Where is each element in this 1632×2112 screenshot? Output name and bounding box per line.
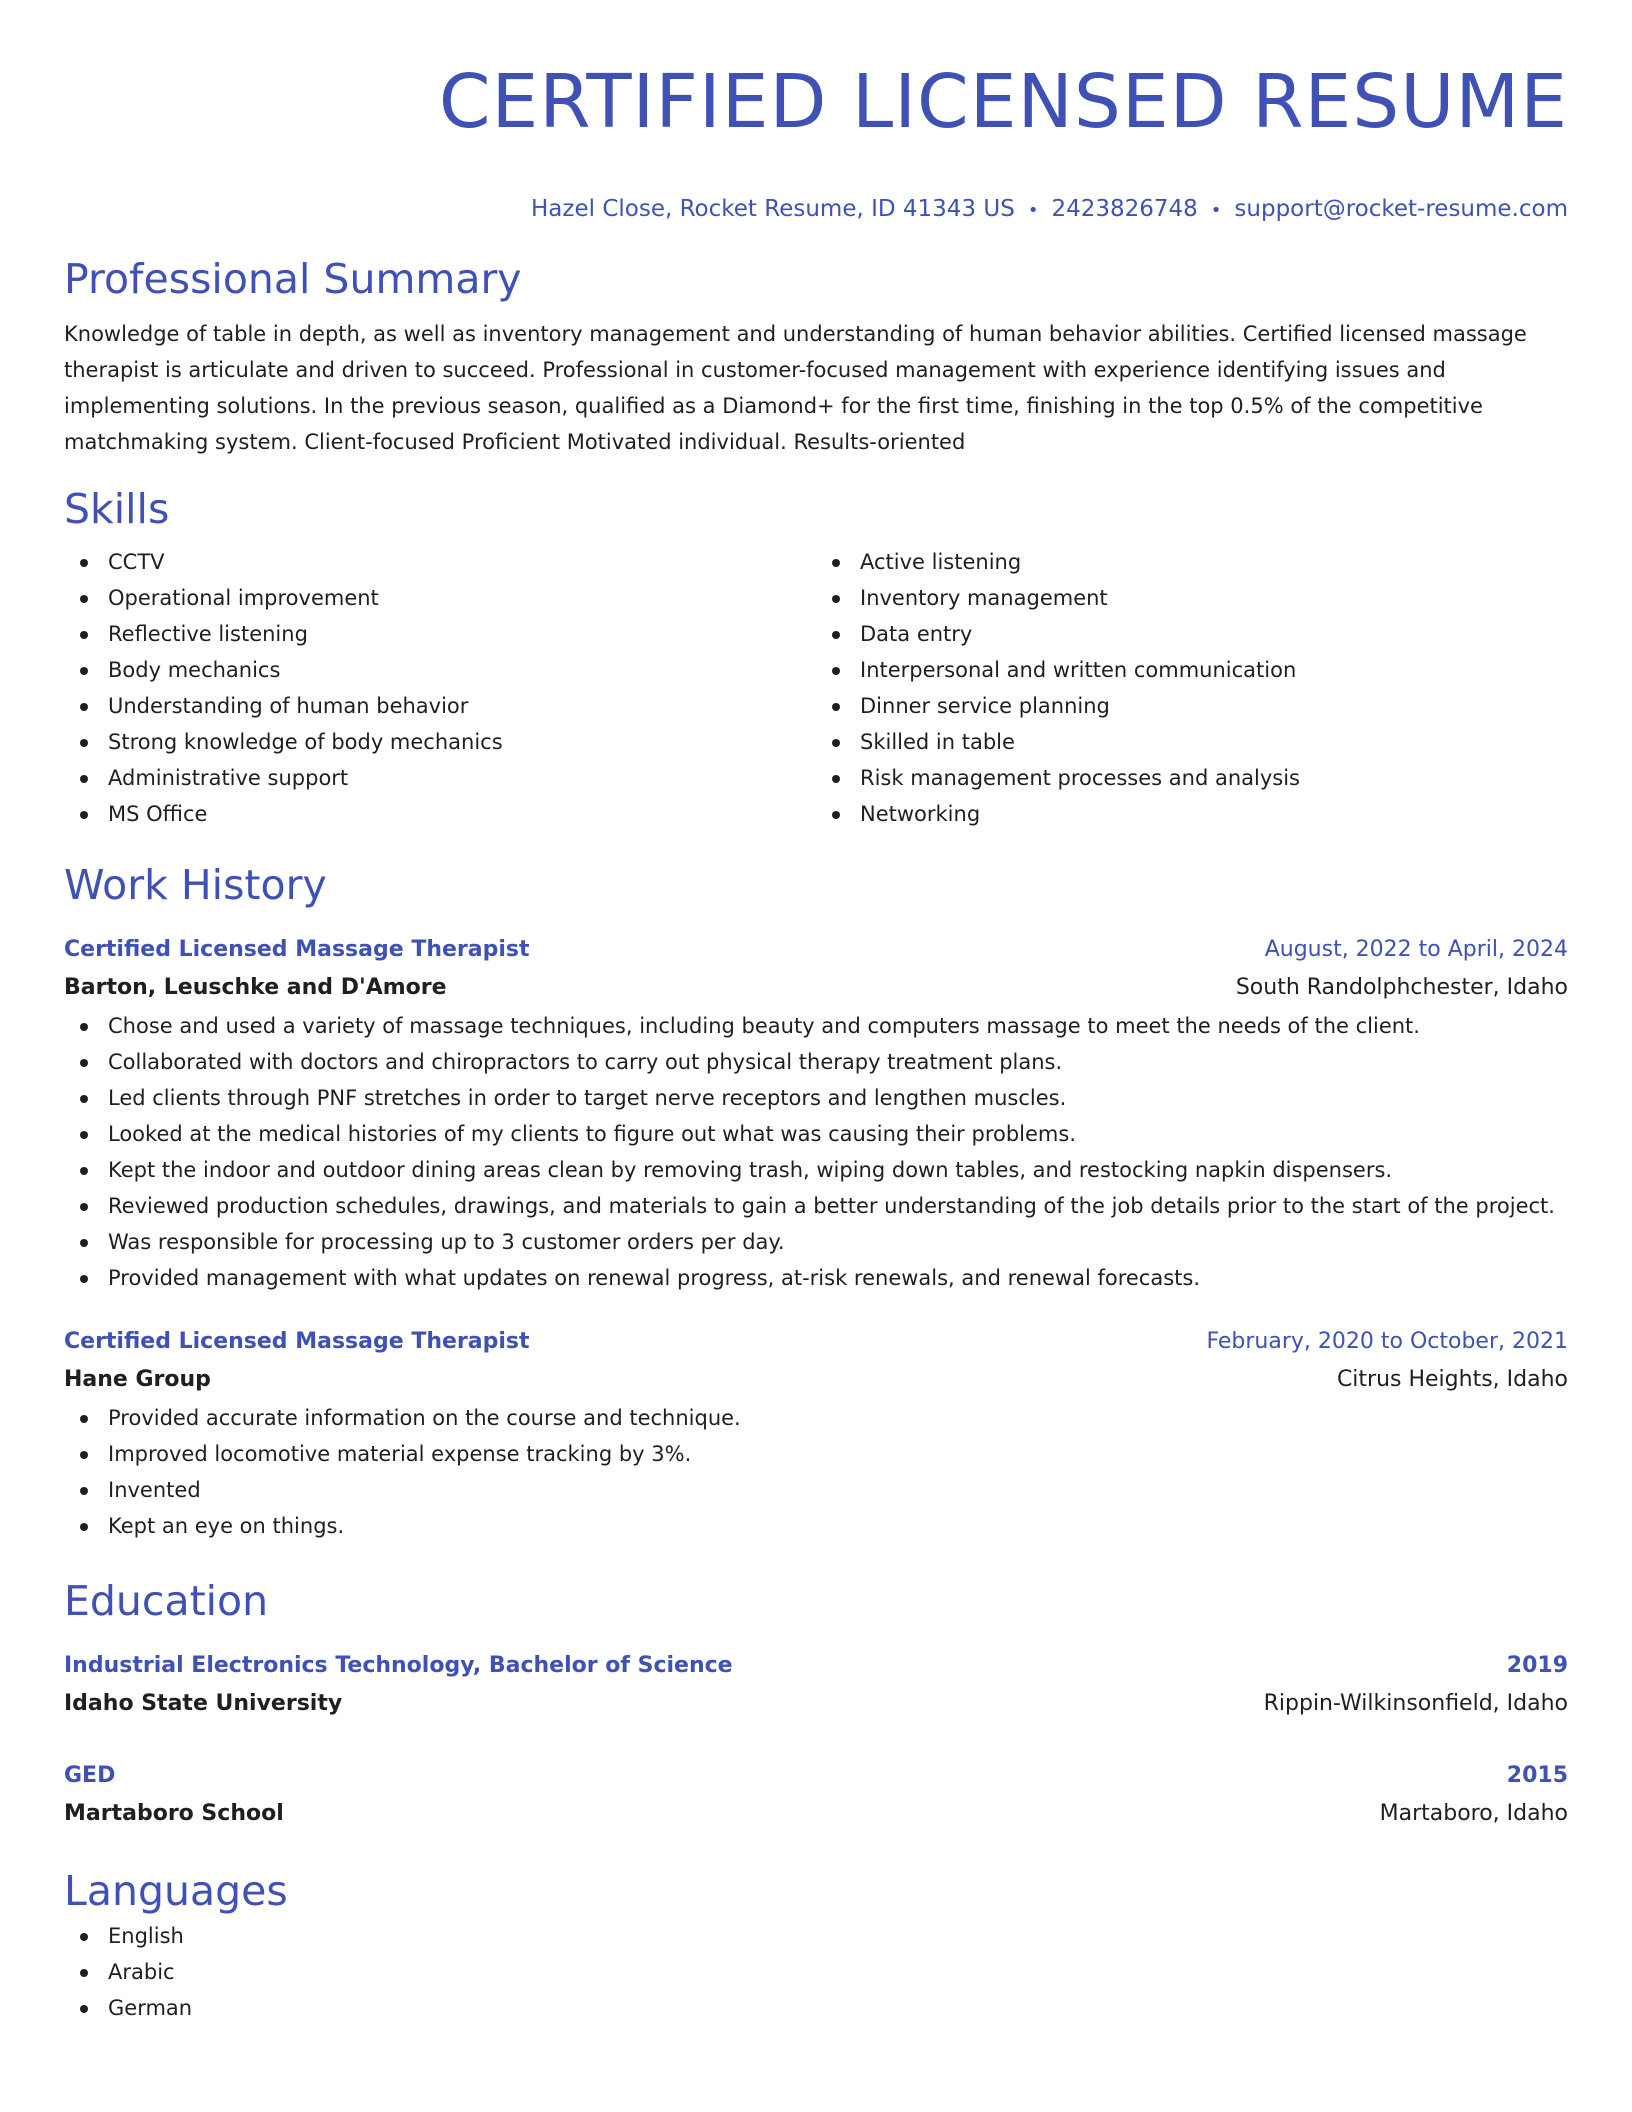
contact-address: Hazel Close, Rocket Resume, ID 41343 US <box>531 196 1015 222</box>
job-bullet: Improved locomotive material expense tracking by 3%. <box>64 1436 1568 1472</box>
job-bullet: Led clients through PNF stretches in order to target nerve receptors and lengthen muscles. <box>64 1080 1568 1116</box>
education-location: Rippin-Wilkinsonfield, Idaho <box>1263 1691 1568 1716</box>
education-year: 2015 <box>1506 1763 1568 1788</box>
skill-item: Understanding of human behavior <box>64 688 816 724</box>
job-title: Certified Licensed Massage Therapist <box>64 1329 530 1354</box>
job-entry <box>64 932 1568 1296</box>
languages-heading: Languages <box>64 1867 288 1915</box>
education-degree: GED <box>64 1763 116 1788</box>
education-entry <box>64 1648 1568 1724</box>
skill-item: Interpersonal and written communication <box>816 652 1568 688</box>
education-header <box>64 1758 1568 1794</box>
education-header <box>64 1648 1568 1684</box>
summary-text: Knowledge of table in depth, as well as inventory management and understanding of human behavior abilities. Certified licensed massage therapist is articulate and driven to succeed. Professional in customer-focused management with experience identifying issues and implementing solutions. In the previous season, qualified as a Diamond+ for the first time, finishing in the top 0.5% of the competitive matchmaking system. Client-focused Proficient Motivated individual. Results-oriented <box>64 322 1527 454</box>
job-bullets <box>64 1400 1568 1544</box>
job-bullet: Collaborated with doctors and chiropractors to carry out physical therapy treatment plans. <box>64 1044 1568 1080</box>
job-header <box>64 1324 1568 1360</box>
job-bullet: Invented <box>64 1472 1568 1508</box>
skills-heading: Skills <box>64 485 170 533</box>
skill-item: Dinner service planning <box>816 688 1568 724</box>
job-dates: February, 2020 to October, 2021 <box>1206 1329 1568 1354</box>
job-header <box>64 932 1568 968</box>
education-subheader <box>64 1794 1568 1834</box>
job-company: Hane Group <box>64 1367 211 1392</box>
skill-item: Risk management processes and analysis <box>816 760 1568 796</box>
skill-item: Active listening <box>816 544 1568 580</box>
language-item: German <box>64 1990 1568 2026</box>
job-bullet: Provided accurate information on the course and technique. <box>64 1400 1568 1436</box>
skill-item: Reflective listening <box>64 616 816 652</box>
contact-separator: • <box>1027 200 1039 221</box>
job-bullets <box>64 1008 1568 1296</box>
education-degree: Industrial Electronics Technology, Bachelor of Science <box>64 1653 733 1678</box>
skill-item: Body mechanics <box>64 652 816 688</box>
job-subheader <box>64 1360 1568 1400</box>
language-item: Arabic <box>64 1954 1568 1990</box>
job-bullet: Chose and used a variety of massage techniques, including beauty and computers massage to meet the needs of the client. <box>64 1008 1568 1044</box>
education-location: Martaboro, Idaho <box>1379 1801 1568 1826</box>
job-title: Certified Licensed Massage Therapist <box>64 937 530 962</box>
job-dates: August, 2022 to April, 2024 <box>1264 937 1568 962</box>
job-bullet: Kept the indoor and outdoor dining areas clean by removing trash, wiping down tables, and restocking napkin dispensers. <box>64 1152 1568 1188</box>
skill-item: Operational improvement <box>64 580 816 616</box>
job-location: Citrus Heights, Idaho <box>1336 1367 1568 1392</box>
job-subheader <box>64 968 1568 1008</box>
skills-column-left <box>64 544 816 832</box>
skill-item: Strong knowledge of body mechanics <box>64 724 816 760</box>
summary-heading: Professional Summary <box>64 255 522 303</box>
skill-item: MS Office <box>64 796 816 832</box>
job-bullet: Was responsible for processing up to 3 customer orders per day. <box>64 1224 1568 1260</box>
job-bullet: Provided management with what updates on renewal progress, at-risk renewals, and renewal forecasts. <box>64 1260 1568 1296</box>
languages-list <box>64 1918 1568 2026</box>
contact-phone: 2423826748 <box>1051 196 1198 222</box>
skill-item: Inventory management <box>816 580 1568 616</box>
job-bullet: Reviewed production schedules, drawings, and materials to gain a better understanding of the job details prior to the start of the project. <box>64 1188 1568 1224</box>
skill-item: Skilled in table <box>816 724 1568 760</box>
job-company: Barton, Leuschke and D'Amore <box>64 975 447 1000</box>
job-bullet: Kept an eye on things. <box>64 1508 1568 1544</box>
resume-name: CERTIFIED LICENSED RESUME <box>438 59 1568 145</box>
education-school: Idaho State University <box>64 1691 343 1716</box>
job-location: South Randolphchester, Idaho <box>1235 975 1568 1000</box>
skill-item: Networking <box>816 796 1568 832</box>
education-school: Martaboro School <box>64 1801 284 1826</box>
education-year: 2019 <box>1506 1653 1568 1678</box>
education-entry <box>64 1758 1568 1834</box>
language-item: English <box>64 1918 1568 1954</box>
work-history-heading: Work History <box>64 861 327 909</box>
skill-item: Administrative support <box>64 760 816 796</box>
skills-list <box>64 544 1568 832</box>
contact-line <box>64 194 1568 224</box>
job-bullet: Looked at the medical histories of my clients to figure out what was causing their problems. <box>64 1116 1568 1152</box>
education-heading: Education <box>64 1577 269 1625</box>
skills-column-right <box>816 544 1568 832</box>
skill-item: CCTV <box>64 544 816 580</box>
education-subheader <box>64 1684 1568 1724</box>
job-entry <box>64 1324 1568 1544</box>
contact-separator: • <box>1210 200 1222 221</box>
contact-email[interactable]: support@rocket-resume.com <box>1234 196 1568 222</box>
skill-item: Data entry <box>816 616 1568 652</box>
